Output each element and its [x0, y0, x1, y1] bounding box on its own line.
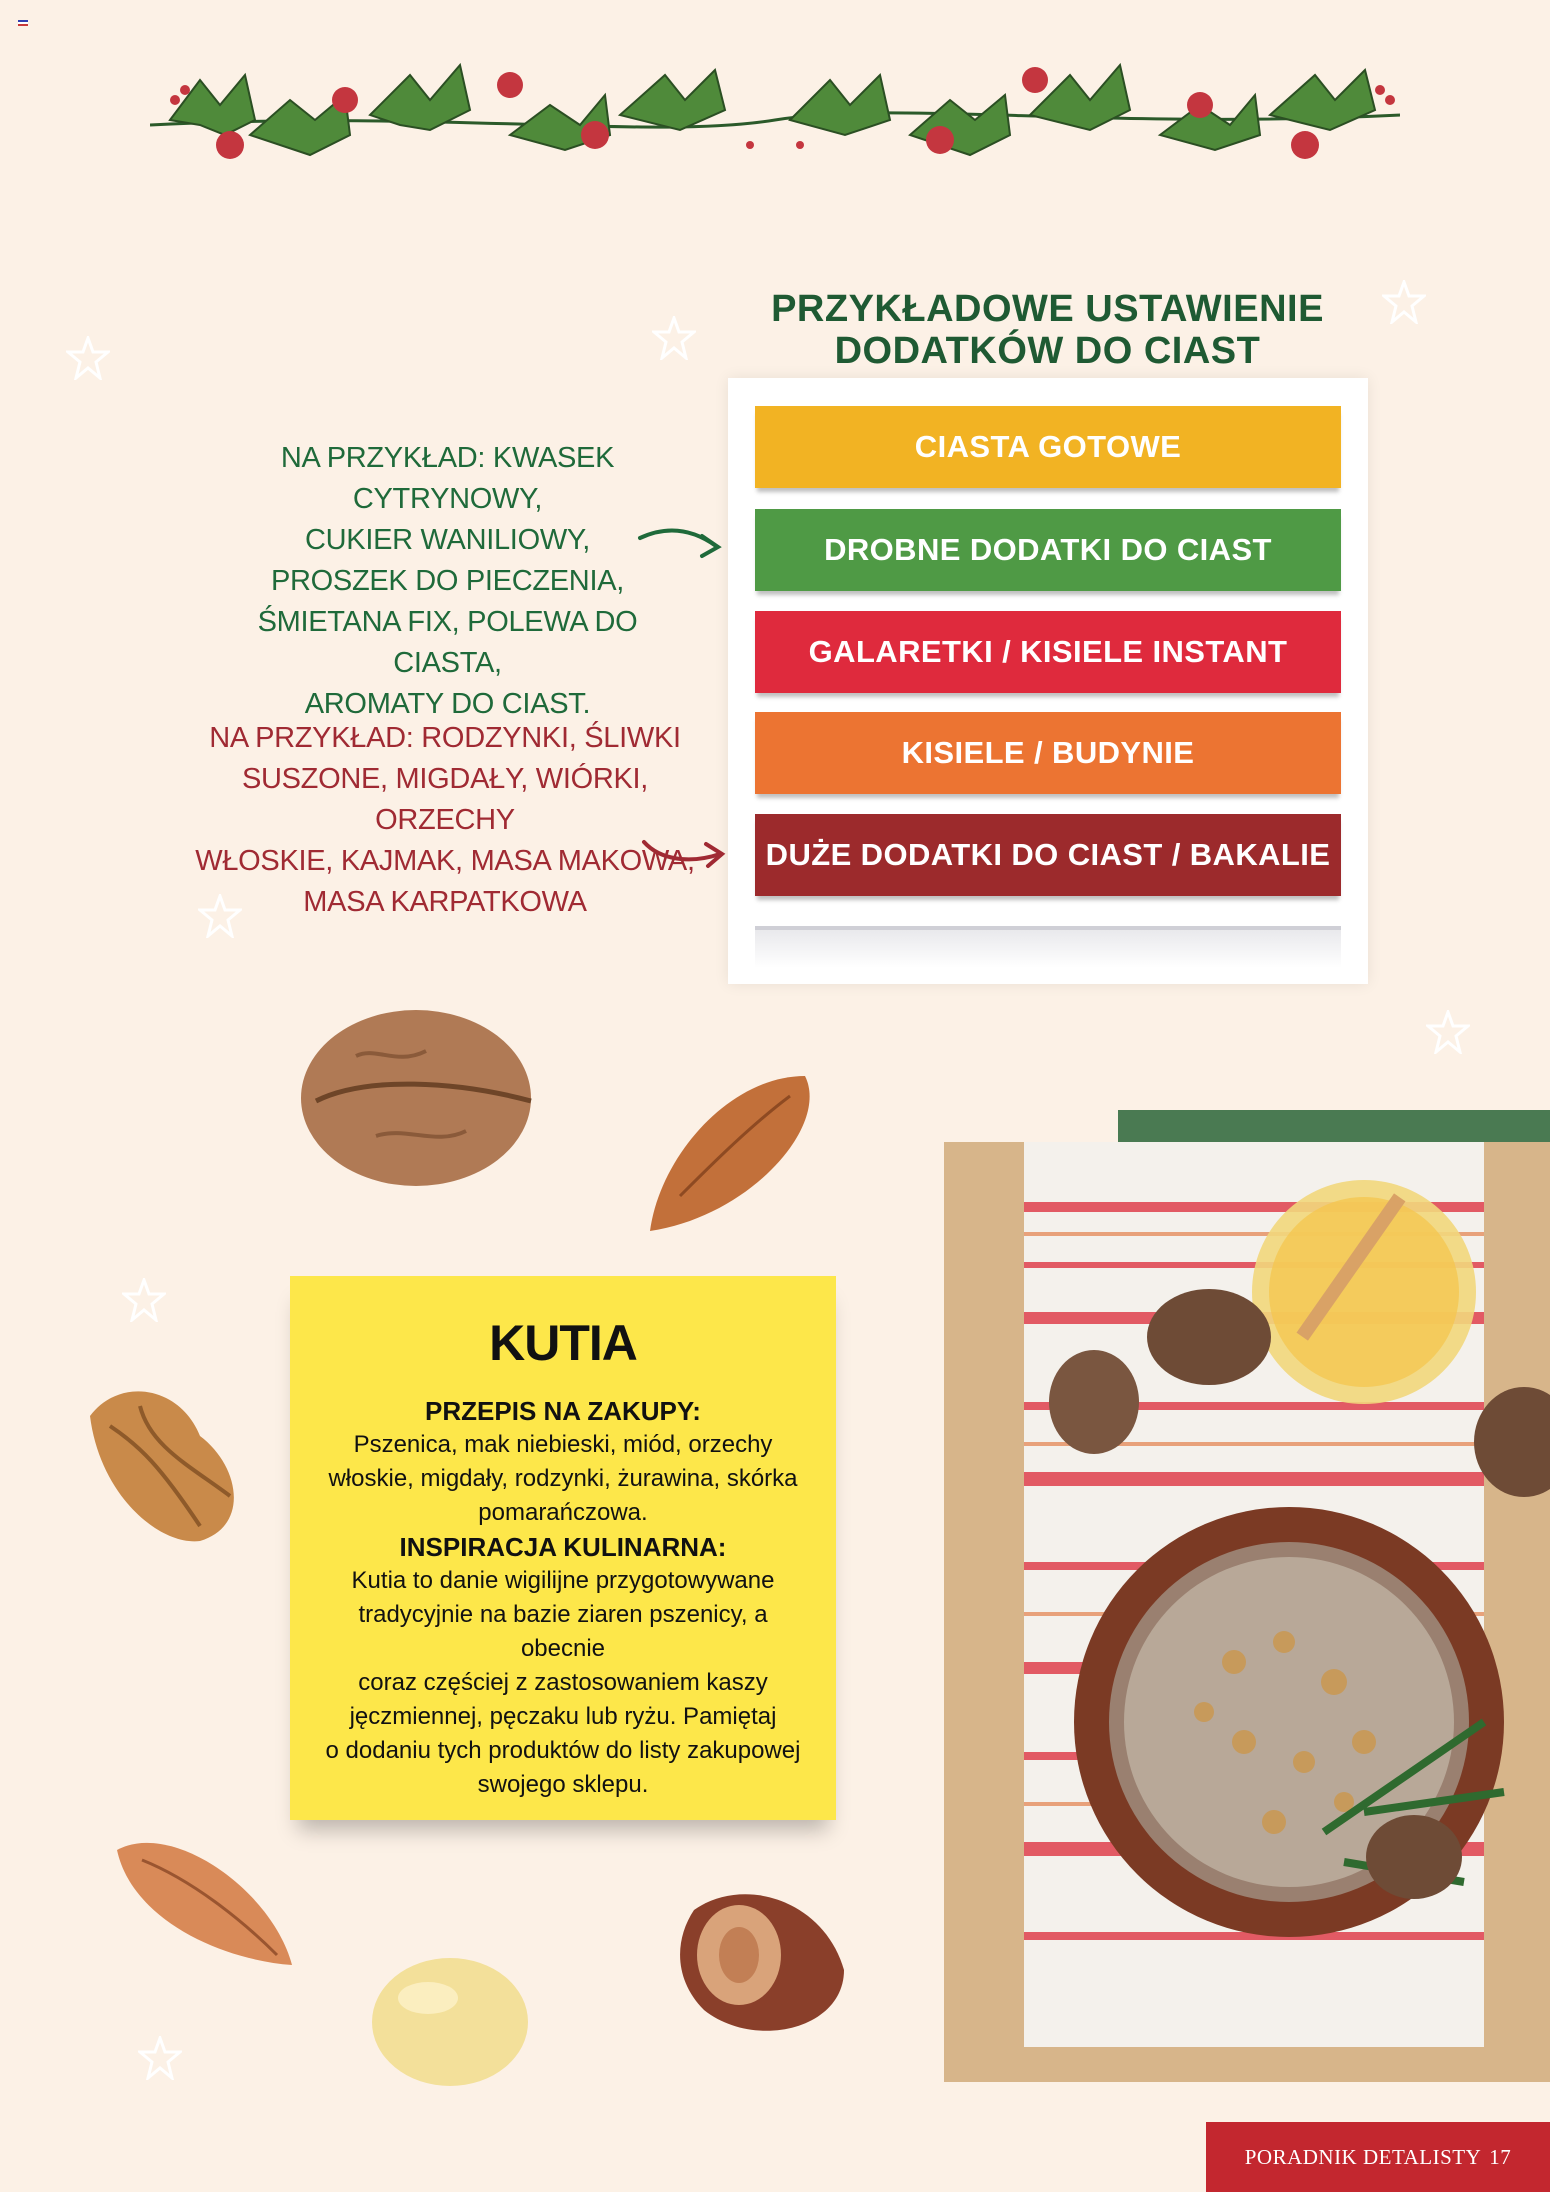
inspiration-line: Kutia to danie wigilijne przygotowywane: [351, 1567, 775, 1594]
page-footer: [1206, 2122, 1550, 2192]
shelf-layout-heading: [730, 288, 1365, 372]
note-line: PROSZEK DO PIECZENIA,: [270, 565, 625, 597]
note-line: AROMATY DO CIAST.: [304, 688, 591, 720]
kutia-title: KUTIA: [489, 1315, 637, 1371]
heading-line-2: DODATKÓW DO CIAST: [834, 330, 1261, 372]
kutia-body: [320, 1394, 806, 1802]
note-line: ŚMIETANA FIX, POLEWA DO CIASTA,: [257, 606, 638, 679]
page-number: 17: [1489, 2144, 1512, 2169]
star-icon: [198, 894, 242, 938]
walnut-icon: [296, 1006, 546, 1196]
walnut-kernel-icon: [80, 1376, 250, 1546]
star-icon: [1426, 1010, 1470, 1054]
note-line: WŁOSKIE, KAJMAK, MASA MAKOWA,: [195, 845, 695, 877]
note-line: NA PRZYKŁAD: KWASEK CYTRYNOWY,: [280, 442, 615, 515]
inspiration-heading: INSPIRACJA KULINARNA:: [399, 1532, 727, 1562]
shelf-kisiele-budynie: [755, 712, 1341, 794]
shelf-label: GALARETKI / KISIELE INSTANT: [808, 634, 1288, 669]
kutia-photo-image: [944, 1142, 1550, 2082]
star-icon: [122, 1278, 166, 1322]
inspiration-line: o dodaniu tych produktów do listy zakupowej: [325, 1737, 801, 1764]
almond-2-icon: [112, 1830, 297, 1970]
large-additions-note: [190, 718, 700, 923]
shelf-drobne-dodatki: [755, 509, 1341, 591]
star-icon: [1382, 280, 1426, 324]
arrow-green-icon: [636, 524, 726, 564]
shopping-heading: PRZEPIS NA ZAKUPY:: [425, 1396, 701, 1426]
star-icon: [66, 336, 110, 380]
kutia-recipe-card: [290, 1276, 836, 1820]
inspiration-line: jęczmiennej, pęczaku lub ryżu. Pamiętaj: [349, 1703, 777, 1730]
note-line: NA PRZYKŁAD: RODZYNKI, ŚLIWKI: [209, 722, 681, 754]
note-line: SUSZONE, MIGDAŁY, WIÓRKI, ORZECHY: [241, 763, 649, 836]
footer-title: PORADNIK DETALISTY: [1244, 2144, 1482, 2169]
shopping-line: Pszenica, mak niebieski, miód, orzechy: [353, 1431, 773, 1458]
shopping-line: pomarańczowa.: [478, 1499, 648, 1526]
almond-icon: [640, 1066, 820, 1236]
kutia-photo: [944, 1142, 1550, 2082]
shelf-duze-dodatki: [755, 814, 1341, 896]
star-icon: [138, 2036, 182, 2080]
shelf-label: CIASTA GOTOWE: [914, 429, 1182, 464]
arrow-red-icon: [640, 836, 730, 876]
shelf-empty: [755, 926, 1341, 968]
macadamia-icon: [368, 1948, 533, 2088]
star-icon: [652, 316, 696, 360]
inspiration-line: coraz częściej z zastosowaniem kaszy: [358, 1669, 768, 1696]
shelf-galaretki-kisiele: [755, 611, 1341, 693]
inspiration-line: swojego sklepu.: [477, 1771, 649, 1798]
heading-line-1: PRZYKŁADOWE USTAWIENIE: [771, 288, 1324, 330]
shelf-label: DROBNE DODATKI DO CIAST: [824, 532, 1272, 567]
shelf-label: DUŻE DODATKI DO CIAST / BAKALIE: [765, 837, 1331, 872]
shelf-label: KISIELE / BUDYNIE: [901, 735, 1195, 770]
inspiration-line: tradycyjnie na bazie ziaren pszenicy, a obecnie: [358, 1601, 768, 1662]
decorative-green-bar: [1118, 1110, 1550, 1142]
note-line: CUKIER WANILIOWY,: [305, 524, 590, 556]
small-additions-note: [200, 438, 695, 725]
shopping-line: włoskie, migdały, rodzynki, żurawina, skórka: [328, 1465, 798, 1492]
holly-garland: [150, 30, 1400, 190]
shelf-diagram: [728, 378, 1368, 984]
shelf-ciasta-gotowe: [755, 406, 1341, 488]
hazelnut-icon: [674, 1880, 850, 2040]
note-line: MASA KARPATKOWA: [303, 886, 587, 918]
flag-icon: [18, 20, 28, 26]
